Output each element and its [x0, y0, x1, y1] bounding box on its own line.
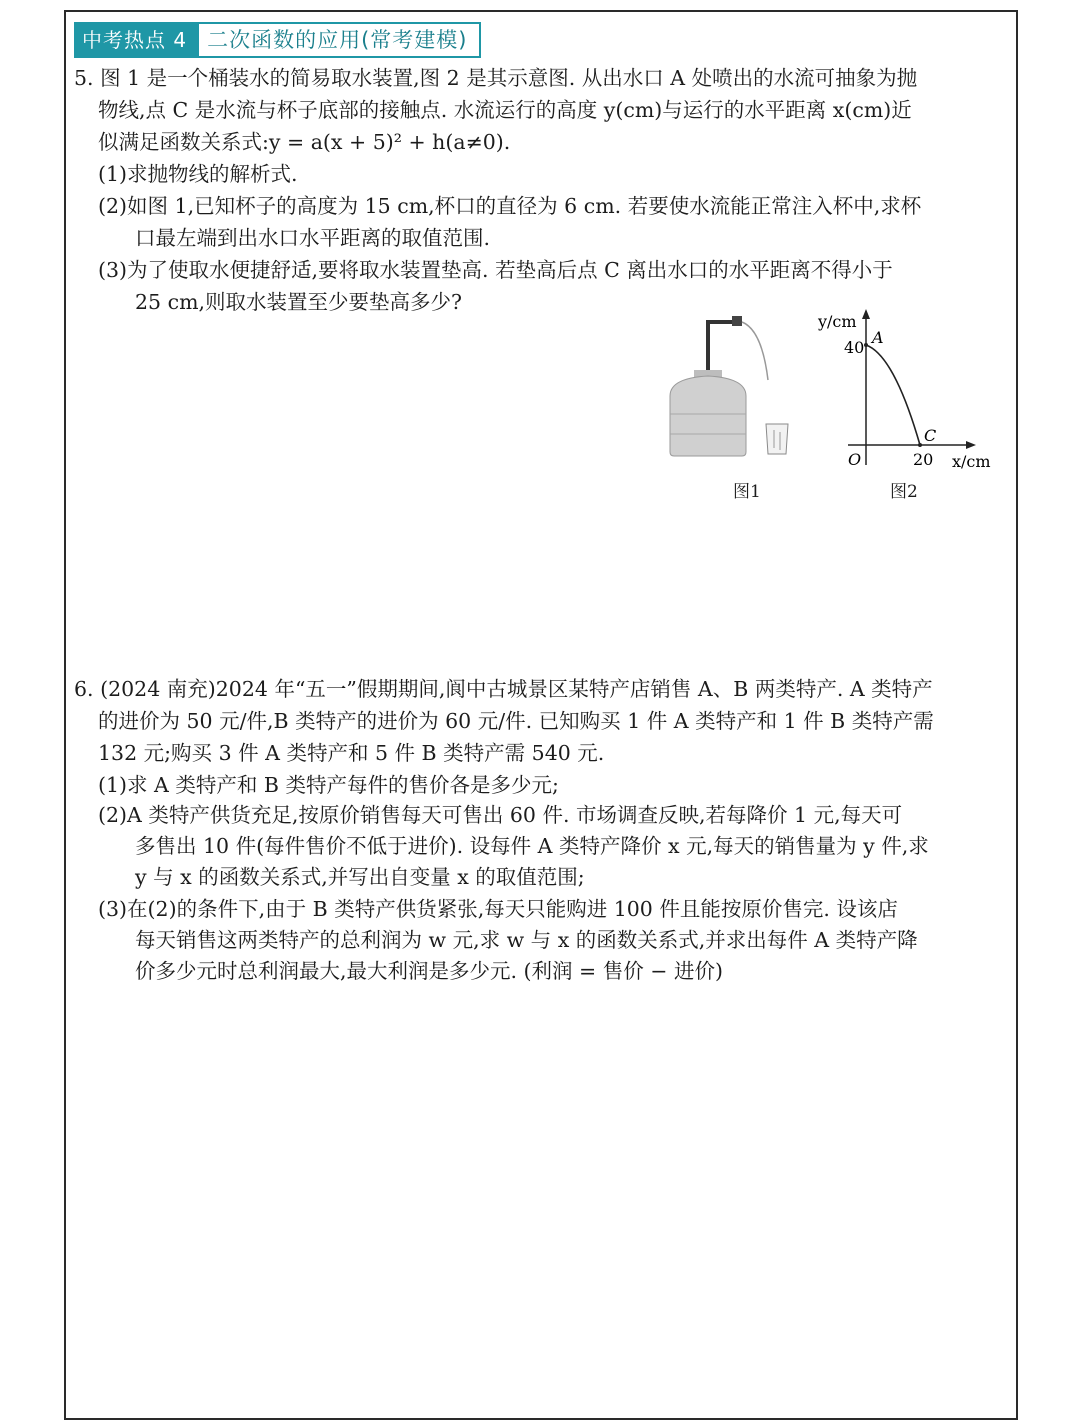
figure-2-caption: 图2: [890, 482, 918, 502]
q5-part-1: (1)求抛物线的解析式.: [98, 162, 298, 186]
point-c: [918, 443, 922, 447]
q6-part-2-line-2: 多售出 10 件(每件售价不低于进价). 设每件 A 类特产降价 x 元,每天的销售量为 y 件,求: [135, 834, 929, 858]
q6-part-1: (1)求 A 类特产和 B 类特产每件的售价各是多少元;: [98, 773, 559, 797]
x-axis-arrow: [966, 441, 976, 449]
water-stream: [742, 322, 768, 380]
section-title: 二次函数的应用(常考建模): [197, 22, 481, 58]
y-axis-arrow: [862, 309, 870, 319]
q6-part-3-line-3: 价多少元时总利润最大,最大利润是多少元. (利润 = 售价 − 进价): [135, 959, 723, 983]
q6-part-3-line-2: 每天销售这两类特产的总利润为 w 元,求 w 与 x 的函数关系式,并求出每件 A 类特产降: [135, 928, 918, 952]
q6-line-2: 的进价为 50 元/件,B 类特产的进价为 60 元/件. 已知购买 1 件 A 类特产和 1 件 B 类特产需: [98, 709, 934, 733]
q5-line-2: 物线,点 C 是水流与杯子底部的接触点. 水流运行的高度 y(cm)与运行的水平距离 x(cm)近: [98, 98, 912, 122]
q6-part-3-line-1: (3)在(2)的条件下,由于 B 类特产供货紧张,每天只能购进 100 件且能按原价售完. 设该店: [98, 897, 898, 921]
x-tick-20: 20: [913, 450, 934, 469]
q5-part-2-line-1: (2)如图 1,已知杯子的高度为 15 cm,杯口的直径为 6 cm. 若要使水流能正常注入杯中,求杯: [98, 194, 922, 218]
point-a: [864, 343, 868, 347]
section-header: [74, 22, 481, 58]
figure-1-caption: 图1: [733, 482, 761, 502]
water-bottle: [670, 376, 746, 456]
dispenser-nozzle: [732, 316, 742, 326]
cup: [766, 424, 788, 454]
figure-1-water-dispenser: [664, 310, 809, 465]
parabola-curve: [866, 345, 920, 445]
page-footer-cutoff: [420, 1418, 660, 1425]
y-axis-label: y/cm: [818, 312, 857, 331]
origin-label: O: [848, 450, 862, 469]
q5-part-2-line-2: 口最左端到出水口水平距离的取值范围.: [135, 226, 491, 250]
y-tick-40: 40: [844, 338, 865, 357]
figure-2-parabola-diagram: [810, 305, 1010, 475]
x-axis-label: x/cm: [952, 452, 991, 471]
q6-part-2-line-3: y 与 x 的函数关系式,并写出自变量 x 的取值范围;: [135, 865, 585, 889]
point-c-label: C: [924, 426, 937, 445]
q6-line-1: 6. (2024 南充)2024 年“五一”假期期间,阆中古城景区某特产店销售 A、B 两类特产. A 类特产: [74, 677, 933, 701]
q5-line-3: 似满足函数关系式:y = a(x + 5)² + h(a≠0).: [98, 130, 511, 154]
q6-part-2-line-1: (2)A 类特产供货充足,按原价销售每天可售出 60 件. 市场调查反映,若每降价 1 元,每天可: [98, 803, 903, 827]
q5-line-1: 5. 图 1 是一个桶装水的简易取水装置,图 2 是其示意图. 从出水口 A 处喷出的水流可抽象为抛: [74, 66, 918, 90]
q5-part-3-line-1: (3)为了使取水便捷舒适,要将取水装置垫高. 若垫高后点 C 离出水口的水平距离不得小于: [98, 258, 893, 282]
section-tag: 中考热点 4: [74, 22, 197, 58]
point-a-label: A: [872, 328, 884, 347]
q5-part-3-line-2: 25 cm,则取水装置至少要垫高多少?: [135, 290, 463, 314]
q6-line-3: 132 元;购买 3 件 A 类特产和 5 件 B 类特产需 540 元.: [98, 741, 605, 765]
